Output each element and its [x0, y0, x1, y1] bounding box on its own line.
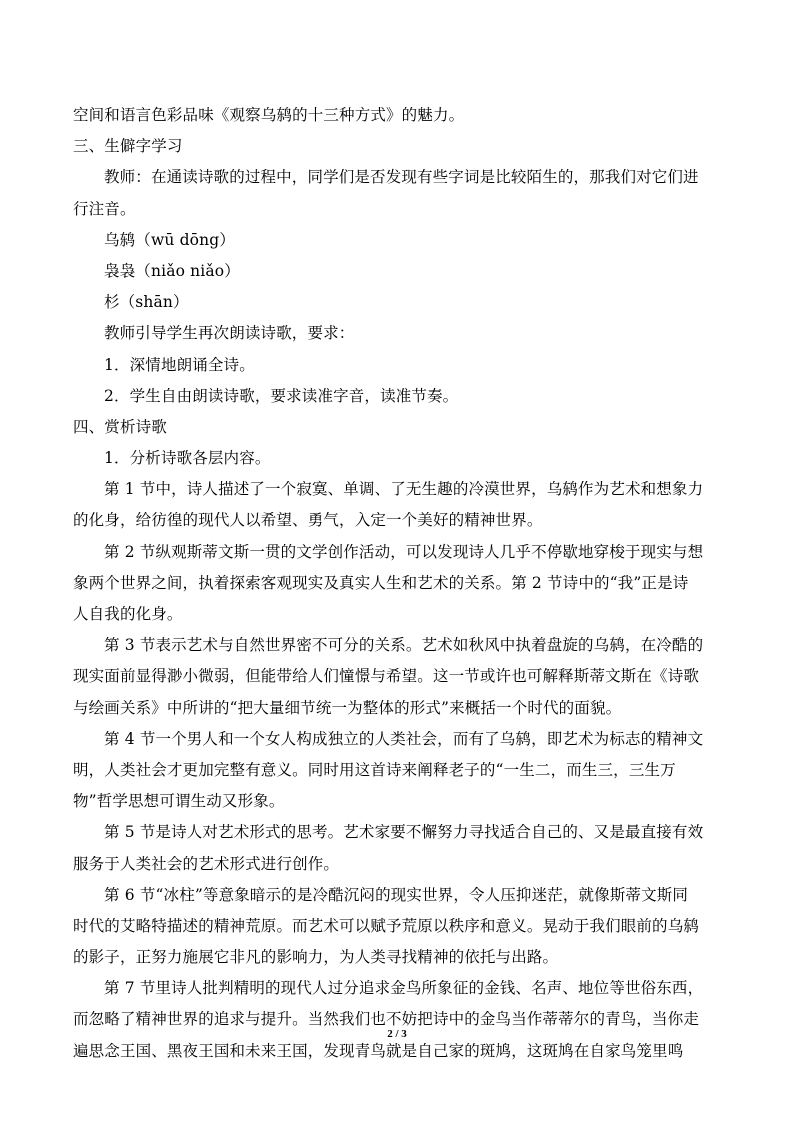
pronunciation-item: 杉（shān）: [104, 293, 189, 312]
paragraph-line: 人自我的化身。: [73, 605, 183, 623]
paragraph-line: 空间和语言色彩品味《观察乌鸫的十三种方式》的魅力。: [73, 106, 465, 124]
list-item: 2．学生自由朗读诗歌，要求读准字音，读准节奏。: [104, 386, 459, 405]
page-number: 2 / 3: [387, 1028, 407, 1040]
paragraph-line: 时代的艾略特描述的精神荒原。而艺术可以赋予荒原以秩序和意义。晃动于我们眼前的乌鸫: [73, 916, 700, 935]
paragraph-line: 明，人类社会才更加完整有意义。同时用这首诗来阐释老子的“一生二，而生三，三生万: [73, 760, 676, 779]
paragraph-line: 第 6 节“冰柱”等意象暗示的是冷酷沉闷的现实世界，令人压抑迷茫，就像斯蒂文斯同: [104, 885, 689, 904]
list-item: 1．深情地朗诵全诗。: [104, 355, 255, 374]
paragraph-line: 遍思念王国、黑夜王国和未来王国，发现青鸟就是自己家的斑鸠，这斑鸠在自家鸟笼里鸣: [73, 1041, 684, 1060]
paragraph-line: 第 4 节一个男人和一个女人构成独立的人类社会，而有了乌鸫，即艺术为标志的精神文: [104, 729, 704, 748]
paragraph-line: 而忽略了精神世界的追求与提升。当然我们也不妨把诗中的金鸟当作蒂蒂尔的青鸟，当你走: [73, 1010, 700, 1029]
paragraph-line: 的化身，给彷徨的现代人以希望、勇气，入定一个美好的精神世界。: [73, 511, 543, 530]
paragraph-line: 第 1 节中，诗人描述了一个寂寞、单调、了无生趣的冷漠世界，乌鸫作为艺术和想象力: [104, 480, 704, 499]
paragraph-line: 行注音。: [73, 199, 136, 218]
paragraph-line: 第 3 节表示艺术与自然世界密不可分的关系。艺术如秋风中执着盘旋的乌鸫，在冷酷的: [104, 636, 704, 655]
list-item: 1．分析诗歌各层内容。: [104, 449, 271, 468]
pronunciation-item: 袅袅（niǎo niǎo）: [104, 261, 240, 280]
paragraph-line: 教师引导学生再次朗读诗歌，要求：: [104, 324, 355, 343]
paragraph-line: 象两个世界之间，执着探索客观现实及真实人生和艺术的关系。第 2 节诗中的“我”正是诗: [73, 573, 689, 592]
paragraph-line: 现实面前显得渺小微弱，但能带给人们憧憬与希望。这一节或许也可解释斯蒂文斯在《诗歌: [73, 667, 700, 686]
section-heading-rare-characters: 三、生僻字学习: [73, 137, 183, 156]
document-body: [73, 100, 723, 1067]
paragraph-line: 的影子，正努力施展它非凡的影响力，为人类寻找精神的依托与出路。: [73, 948, 559, 967]
paragraph-line: 教师：在通读诗歌的过程中，同学们是否发现有些字词是比较陌生的，那我们对它们进: [104, 168, 699, 187]
pronunciation-item: 乌鸫（wū dōng）: [104, 230, 235, 249]
paragraph-line: 物”哲学思想可谓生动又形象。: [73, 792, 285, 811]
paragraph-line: 第 2 节纵观斯蒂文斯一贯的文学创作活动，可以发现诗人几乎不停歇地穿梭于现实与想: [104, 542, 704, 561]
section-heading-poem-analysis: 四、赏析诗歌: [73, 417, 167, 436]
paragraph-line: 服务于人类社会的艺术形式进行创作。: [73, 854, 340, 873]
paragraph-line: 第 7 节里诗人批判精明的现代人过分追求金鸟所象征的金钱、名声、地位等世俗东西，: [104, 979, 704, 998]
paragraph-line: 第 5 节是诗人对艺术形式的思考。艺术家要不懈努力寻找适合自己的、又是最直接有效: [104, 823, 704, 842]
paragraph-line: 与绘画关系》中所讲的“把大量细节统一为整体的形式”来概括一个时代的面貌。: [73, 698, 622, 717]
